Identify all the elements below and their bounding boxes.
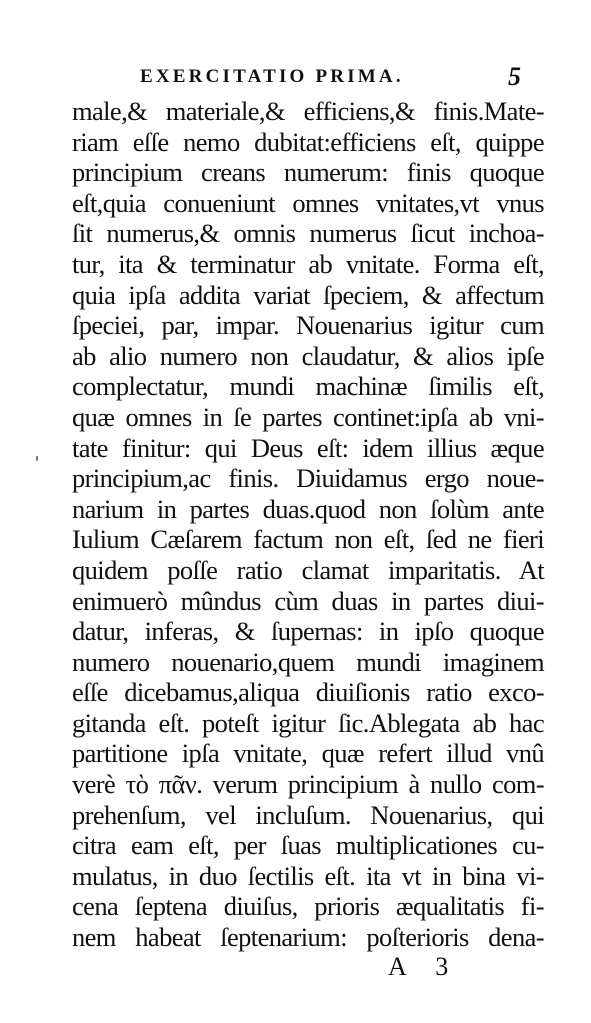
text-line: principium,ac finis. Diuidamus ergo noue-: [72, 463, 544, 494]
text-line: quæ omnes in ſe partes continet:ipſa ab vni-: [72, 401, 544, 432]
text-line: datur, inferas, & ſupernas: in ipſo quoque: [72, 616, 544, 647]
page-number: 5: [508, 62, 521, 91]
text-line: ſit numerus,& omnis numerus ſicut inchoa-: [72, 218, 544, 249]
text-line: ſpeciei, par, impar. Nouenarius igitur cum: [72, 310, 544, 341]
text-line: cena ſeptena diuiſus, prioris æqualitatis fi-: [72, 891, 544, 922]
text-line: Iulium Cæſarem factum non eſt, ſed ne fieri: [72, 524, 544, 555]
text-line: gitanda eſt. poteſt igitur ſic.Ablegata ab hac: [72, 707, 544, 738]
text-line: quidem poſſe ratio clamat imparitatis. At: [72, 554, 544, 585]
text-line: prehenſum, vel incluſum. Nouenarius, qui: [72, 799, 544, 830]
text-line: narium in partes duas.quod non ſolùm ante: [72, 493, 544, 524]
text-line: eſt,quia conueniunt omnes vnitates,vt vnus: [72, 187, 544, 218]
signature-mark: [388, 952, 448, 982]
text-line: verè τὸ πᾶν. verum principium à nullo com-: [72, 769, 544, 800]
text-line: tate finitur: qui Deus eſt: idem illius æque: [72, 432, 544, 463]
text-line: enimuerò mûndus cùm duas in partes diui-: [72, 585, 544, 616]
text-line: partitione ipſa vnitate, quæ refert illud vnû: [72, 738, 544, 769]
text-line: male,& materiale,& efficiens,& finis.Mate-: [72, 96, 544, 126]
paper-speck: [36, 456, 38, 461]
text-line: complectatur, mundi machinæ ſimilis eſt,: [72, 371, 544, 402]
signature-letter: A: [388, 952, 407, 981]
text-line: quia ipſa addita variat ſpeciem, & affectum: [72, 279, 544, 310]
text-line: principium creans numerum: finis quoque: [72, 157, 544, 188]
text-line: mulatus, in duo ſectilis eſt. ita vt in bina vi-: [72, 860, 544, 891]
body-text: [72, 96, 544, 953]
text-line: citra eam eſt, per ſuas multiplicationes cu-: [72, 830, 544, 861]
text-line: nem habeat ſeptenarium: poſterioris dena-: [72, 922, 544, 953]
text-line: tur, ita & terminatur ab vnitate. Forma eſt,: [72, 248, 544, 279]
text-line: numero nouenario,quem mundi imaginem: [72, 646, 544, 677]
text-line: ab alio numero non claudatur, & alios ipſe: [72, 340, 544, 371]
signature-number: 3: [435, 952, 449, 981]
text-line: eſſe dicebamus,aliqua diuiſionis ratio exco-: [72, 677, 544, 708]
running-head: EXERCITATIO PRIMA.: [140, 66, 404, 87]
text-line: riam eſſe nemo dubitat:efficiens eſt, quippe: [72, 126, 544, 157]
